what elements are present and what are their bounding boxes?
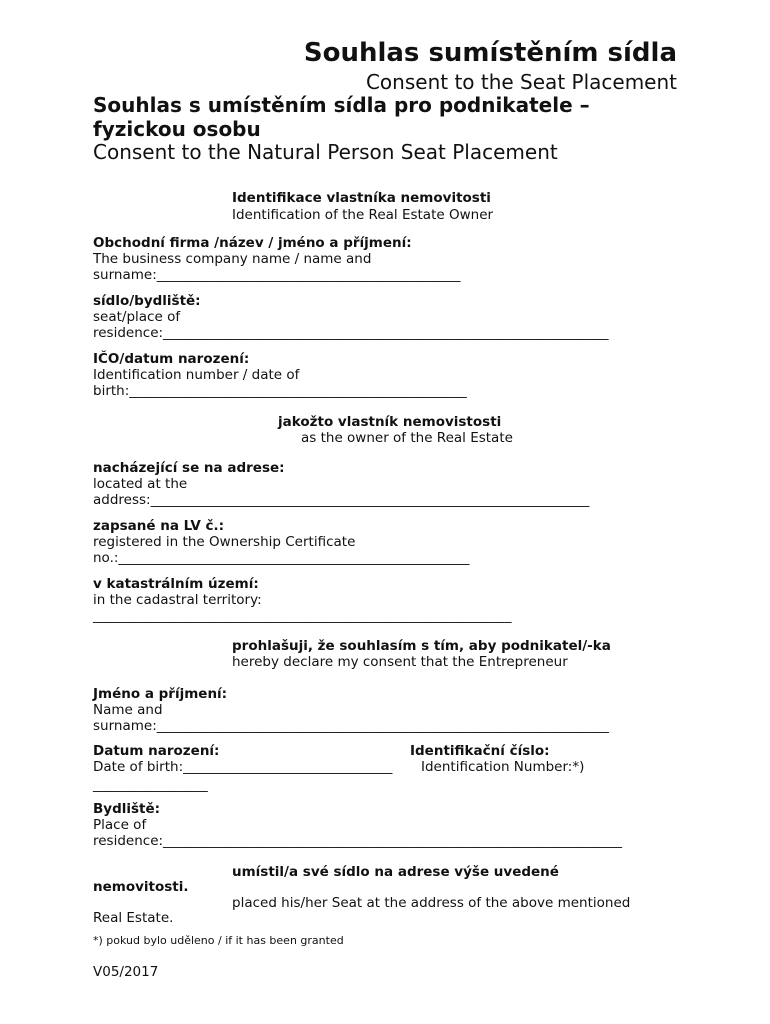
document-subtitle-english: Consent to the Natural Person Seat Placement	[93, 140, 558, 164]
entrepreneur-name-input-line[interactable]: surname:___________________________________________________________________	[93, 718, 609, 734]
business-name-input-line[interactable]: surname:_____________________________________________	[93, 267, 461, 283]
cadastral-territory-field	[93, 576, 512, 624]
seat-label: sídlo/bydliště:	[93, 293, 201, 309]
address-label: nacházející se na adrese:	[93, 460, 285, 476]
residence-label-english: Place of	[93, 817, 147, 833]
ownership-certificate-input-line[interactable]: no.:____________________________________________________	[93, 550, 470, 566]
seat-field	[93, 293, 609, 341]
footnote: *) pokud bylo uděleno / if it has been granted	[93, 934, 344, 947]
document-subtitle: Souhlas s umístěním sídla pro podnikatele – fyzickou osobu	[93, 93, 590, 141]
document-title: Souhlas sumístěním sídla	[303, 38, 677, 68]
declaration-statement-english: hereby declare my consent that the Entrepreneur	[232, 654, 568, 670]
entrepreneur-name-label: Jméno a příjmení:	[93, 686, 228, 702]
owner-statement: jakožto vlastník nemovistosti	[278, 414, 502, 430]
placement-statement-continuation: nemovitosti.	[93, 879, 189, 895]
entrepreneur-name-field	[93, 686, 609, 734]
address-field	[93, 460, 589, 508]
owner-section-heading-english: Identification of the Real Estate Owner	[232, 207, 494, 223]
date-of-birth-input-line[interactable]: Date of birth:_______________________________	[93, 759, 393, 775]
ico-input-line[interactable]: birth:__________________________________________________	[93, 383, 467, 399]
business-name-field	[93, 235, 461, 283]
seat-input-line[interactable]: residence:__________________________________________________________________	[93, 325, 609, 341]
date-of-birth-label: Datum narození:	[93, 743, 220, 759]
date-of-birth-continuation-line[interactable]: _________________	[93, 777, 208, 793]
cadastral-territory-label: v katastrálním území:	[93, 576, 259, 592]
ico-field	[93, 351, 467, 399]
ownership-certificate-field	[93, 518, 469, 566]
residence-field	[93, 801, 622, 849]
business-name-label: Obchodní firma /název / jméno a příjmení:	[93, 235, 412, 251]
date-of-birth-field	[93, 743, 392, 793]
residence-input-line[interactable]: residence:____________________________________________________________________	[93, 833, 623, 849]
placement-statement: umístil/a své sídlo na adrese výše uvedené	[232, 864, 559, 880]
document-title-english: Consent to the Seat Placement	[365, 70, 677, 94]
placement-statement-english: placed his/her Seat at the address of the above mentioned	[232, 895, 631, 911]
owner-section-heading: Identifikace vlastníka nemovitosti	[232, 190, 491, 206]
ico-label-english: Identification number / date of	[93, 367, 300, 383]
declaration-statement: prohlašuji, že souhlasím s tím, aby podnikatel/-ka	[232, 638, 611, 654]
version-label: V05/2017	[93, 964, 159, 980]
address-label-english: located at the	[93, 476, 188, 492]
placement-statement-english-continuation: Real Estate.	[93, 910, 174, 926]
address-input-line[interactable]: address:_________________________________________________________________	[93, 492, 590, 508]
cadastral-territory-label-english: in the cadastral territory:	[93, 592, 262, 608]
identification-number-label-english: Identification Number:*)	[421, 759, 585, 775]
ico-label: IČO/datum narození:	[93, 351, 250, 367]
business-name-label-english: The business company name / name and	[93, 251, 372, 267]
ownership-certificate-label: zapsané na LV č.:	[93, 518, 225, 534]
residence-label: Bydliště:	[93, 801, 161, 817]
seat-label-english: seat/place of	[93, 309, 181, 325]
cadastral-territory-input-line[interactable]: ______________________________________________________________	[93, 608, 512, 624]
entrepreneur-name-label-english: Name and	[93, 702, 163, 718]
identification-number-label: Identifikační číslo:	[410, 743, 550, 759]
owner-statement-english: as the owner of the Real Estate	[301, 430, 513, 446]
ownership-certificate-label-english: registered in the Ownership Certificate	[93, 534, 356, 550]
